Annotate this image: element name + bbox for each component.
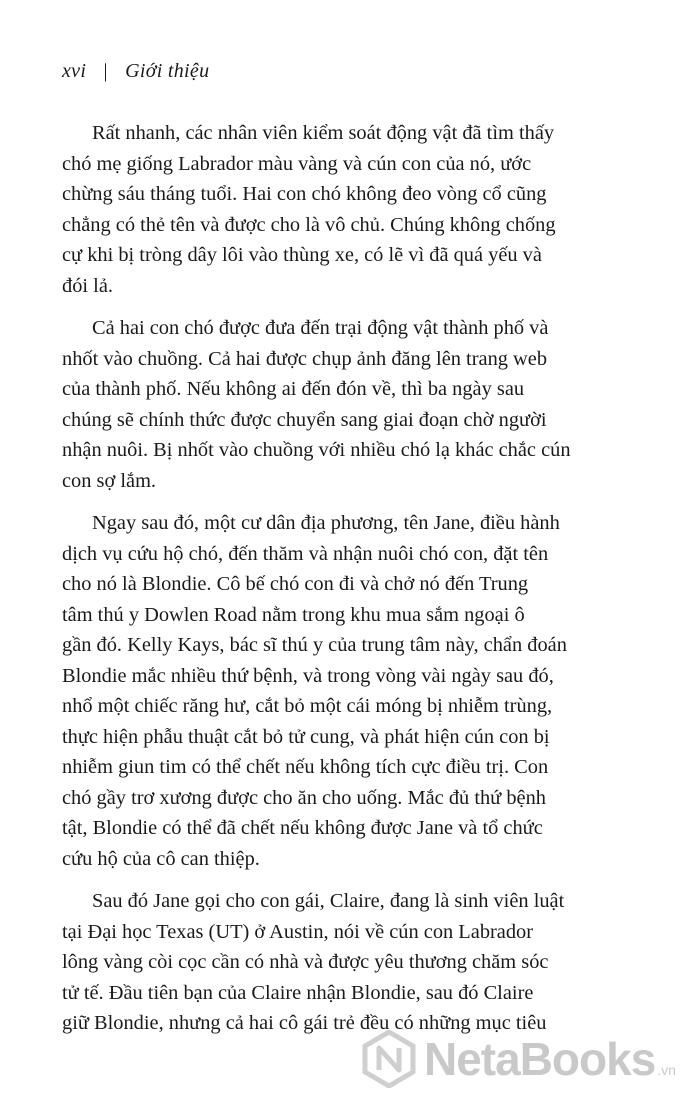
text-line: tử tế. Đầu tiên bạn của Claire nhận Blondie, sau đó Claire [62,981,534,1004]
section-title: Giới thiệu [125,60,210,82]
text-line: chó gầy trơ xương được cho ăn cho uống. Mắc đủ thứ bệnh [62,786,546,809]
watermark-suffix: .vn [657,1062,676,1078]
header-separator: | [103,60,108,82]
text-line: cứu hộ của cô can thiệp. [62,847,260,870]
text-line: nhiễm giun tim có thể chết nếu không tích cực điều trị. Con [62,756,549,778]
paragraph [62,313,622,496]
text-line: tại Đại học Texas (UT) ở Austin, nói về cún con Labrador [62,920,534,943]
text-line: nhốt vào chuồng. Cả hai được chụp ảnh đăng lên trang web [62,347,548,370]
text-line: chẳng có thẻ tên và được cho là vô chủ. Chúng không chống [62,213,556,236]
text-line: cự khi bị tròng dây lôi vào thùng xe, có lẽ vì đã quá yếu và [62,244,542,266]
text-line: Blondie mắc nhiều thứ bệnh, và trong vòng vài ngày sau đó, [62,664,554,687]
text-line: con sợ lắm. [62,469,157,492]
text-line: Ngay sau đó, một cư dân địa phương, tên Jane, điều hành [92,512,560,534]
page-number: xvi [62,60,87,82]
body-text [62,118,622,1051]
text-line: cho nó là Blondie. Cô bế chó con đi và chở nó đến Trung [62,573,529,595]
netabooks-logo-icon [362,1030,416,1088]
text-line: của thành phố. Nếu không ai đến đón về, thì ba ngày sau [62,378,525,400]
paragraph [62,886,622,1039]
text-line: đói lả. [62,274,113,297]
text-line: thực hiện phẫu thuật cắt bỏ tử cung, và phát hiện cún con bị [62,725,550,748]
paragraph [62,508,622,874]
text-line: nhổ một chiếc răng hư, cắt bỏ một cái móng bị nhiễm trùng, [62,695,553,717]
running-header [62,60,209,83]
text-line: gần đó. Kelly Kays, bác sĩ thú y của trung tâm này, chẩn đoán [62,634,567,656]
text-line: tật, Blondie có thể đã chết nếu không được Jane và tổ chức [62,817,543,839]
text-line: Cả hai con chó được đưa đến trại động vật thành phố và [92,317,549,339]
text-line: giữ Blondie, nhưng cả hai cô gái trẻ đều có những mục tiêu [62,1012,547,1034]
text-line: tâm thú y Dowlen Road nằm trong khu mua sắm ngoại ô [62,603,525,626]
text-line: nhận nuôi. Bị nhốt vào chuồng với nhiều chó lạ khác chắc cún [62,439,571,461]
watermark [362,1030,676,1088]
text-line: chúng sẽ chính thức được chuyển sang giai đoạn chờ người [62,408,547,431]
watermark-text: NetaBooks [424,1033,656,1085]
text-line: lông vàng còi cọc cần có nhà và được yêu thương chăm sóc [62,951,549,973]
text-line: dịch vụ cứu hộ chó, đến thăm và nhận nuôi chó con, đặt tên [62,542,549,565]
text-line: Sau đó Jane gọi cho con gái, Claire, đang là sinh viên luật [92,890,565,912]
text-line: chó mẹ giống Labrador màu vàng và cún con của nó, ước [62,152,532,175]
paragraph [62,118,622,301]
text-line: chừng sáu tháng tuổi. Hai con chó không đeo vòng cổ cũng [62,183,547,205]
text-line: Rất nhanh, các nhân viên kiểm soát động vật đã tìm thấy [92,122,555,144]
